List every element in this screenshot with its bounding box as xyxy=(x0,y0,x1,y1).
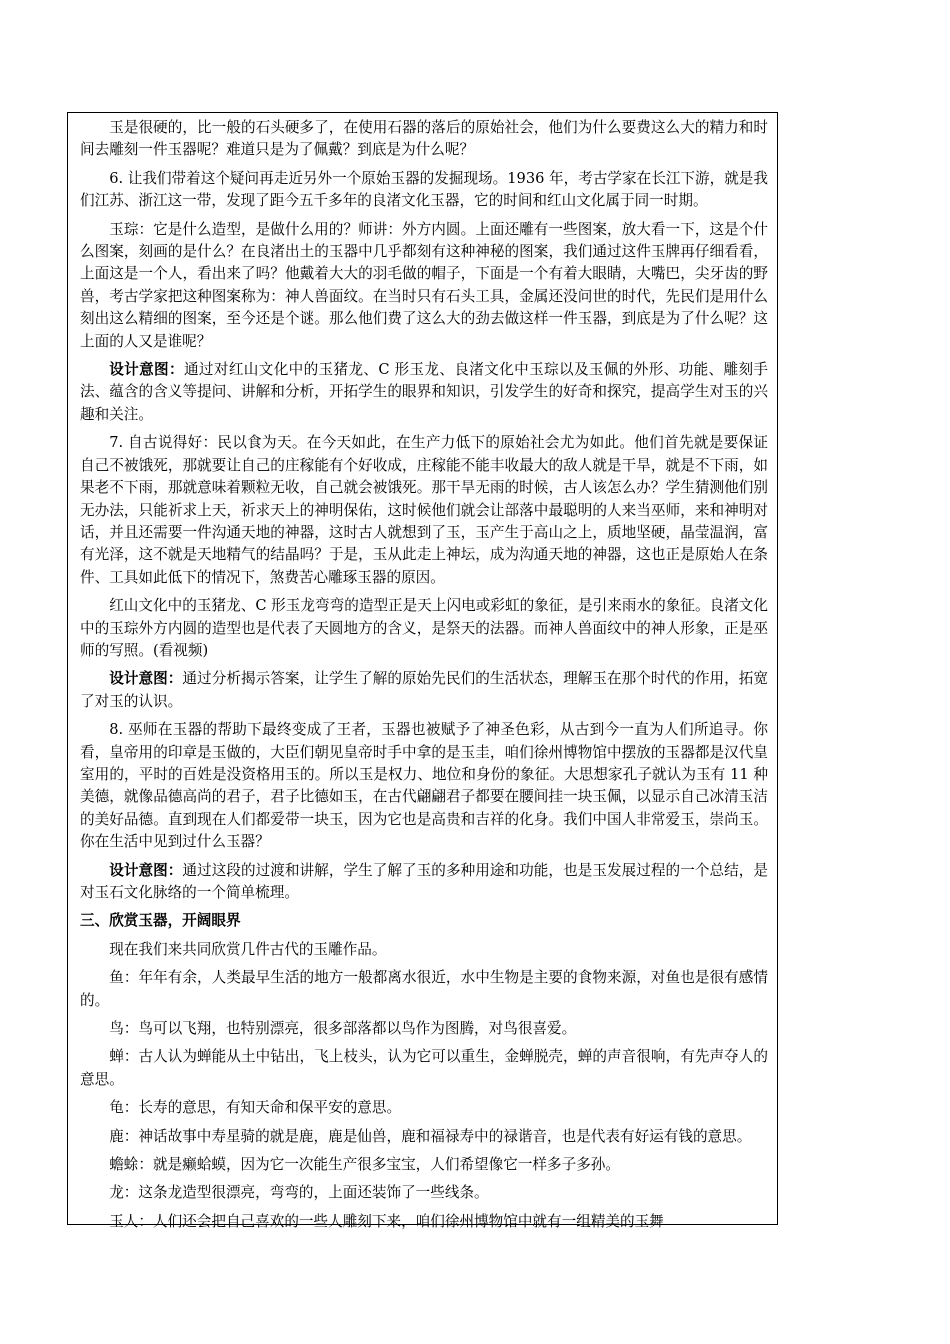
document-body xyxy=(80,117,768,1239)
design-intent-3 xyxy=(80,860,768,905)
paragraph-6-liangzhu: 6. 让我们带着这个疑问再走近另外一个原始玉器的发掘现场。1936 年，考古学家在长江下游，就是我们江苏、浙江这一带，发现了距今五千多年的良渚文化玉器，它的时间和红山文化属于同一时期。 xyxy=(80,169,768,210)
document-table-cell xyxy=(67,112,778,1230)
paragraph-appreciation-intro: 现在我们来共同欣赏几件古代的玉雕作品。 xyxy=(109,940,387,958)
design-intent-2 xyxy=(80,668,768,713)
paragraph-turtle: 龟：长寿的意思，有知天命和保平安的意思。 xyxy=(109,1099,402,1117)
paragraph-jade-hardness: 玉是很硬的，比一般的石头硬多了，在使用石器的落后的原始社会，他们为什么要费这么大的精力和时间去雕刻一件玉器呢？难道只是为了佩戴？到底是为什么呢？ xyxy=(80,119,768,159)
paragraph-bird: 鸟：鸟可以飞翔，也特别漂亮，很多部落都以鸟作为图腾，对鸟很喜爱。 xyxy=(109,1020,577,1038)
paragraph-toad: 蟾蜍：就是癞蛤蟆，因为它一次能生产很多宝宝，人们希望像它一样多子多孙。 xyxy=(109,1156,620,1174)
design-intent-label: 设计意图： xyxy=(109,670,183,688)
paragraph-8-shaman-king: 8. 巫师在玉器的帮助下最终变成了王者，玉器也被赋予了神圣色彩，从古到今一直为人们所追寻。你看，皇帝用的印章是玉做的，大臣们朝见皇帝时手中拿的是玉圭，咱们徐州博物馆中摆放的玉器都是汉代皇室用的，平时的百姓是没资格用玉的。所以玉是权力、地位和身份的象征。大思想家孔子就认为玉有 11 种美德，就像品德高尚的君子，君子比德如玉，在古代翩翩君子都要在腰间挂一块玉佩，以显示自己冰清玉洁的美好品德。直到现在人们都爱带一块玉，因为它也是高贵和吉祥的化身。我们中国人非常爱玉，崇尚玉。你在生活中见到过什么玉器？ xyxy=(80,721,768,851)
paragraph-dragon: 龙：这条龙造型很漂亮，弯弯的，上面还装饰了一些线条。 xyxy=(109,1184,489,1202)
paragraph-cicada: 蝉：古人认为蝉能从土中钻出，飞上枝头，认为它可以重生，金蝉脱壳，蝉的声音很响，有先声夺人的意思。 xyxy=(80,1048,768,1088)
paragraph-7-food: 7. 自古说得好：民以食为天。在今天如此，在生产力低下的原始社会尤为如此。他们首先就是要保证自己不被饿死，那就要让自己的庄稼能有个好收成，庄稼能不能丰收最大的敌人就是干旱，就是不下雨，如果老不下雨，那就意味着颗粒无收，自己就会被饿死。那干旱无雨的时候，古人该怎么办？学生猜测他们别无办法，只能祈求上天，祈求天上的神明保佑，这时候他们就会让部落中最聪明的人来当巫师，来和神明对话，并且还需要一件沟通天地的神器，这时古人就想到了玉，玉产生于高山之上，质地坚硬，晶莹温润，富有光泽，这不就是天地精气的结晶吗？于是，玉从此走上神坛，成为沟通天地的神器，这也正是原始人在条件、工具如此低下的情况下，煞费苦心雕琢玉器的原因。 xyxy=(80,434,768,586)
design-intent-text: 通过这段的过渡和讲解，学生了解了玉的多种用途和功能，也是玉发展过程的一个总结，是对玉石文化脉络的一个简单梳理。 xyxy=(80,861,768,901)
paragraph-hongshan-symbol: 红山文化中的玉猪龙、C 形玉龙弯弯的造型正是天上闪电或彩虹的象征，是引来雨水的象征。良渚文化中的玉琮外方内圆的造型也是代表了天圆地方的含义，是祭天的法器。而神人兽面纹中的神人形象，正是巫师的写照。(看视频) xyxy=(80,597,768,659)
paragraph-deer: 鹿：神话故事中寿星骑的就是鹿，鹿是仙兽，鹿和福禄寿中的禄谐音，也是代表有好运有钱的意思。 xyxy=(109,1127,752,1145)
design-intent-text: 通过对红山文化中的玉猪龙、C 形玉龙、良渚文化中玉琮以及玉佩的外形、功能、雕刻手法、蕴含的含义等提问、讲解和分析，开拓学生的眼界和知识，引发学生的好奇和探究，提高学生对玉的兴趣和关注。 xyxy=(80,361,768,423)
paragraph-fish: 鱼：年年有余，人类最早生活的地方一般都离水很近，水中生物是主要的食物来源，对鱼也是很有感情的。 xyxy=(80,969,768,1009)
design-intent-label: 设计意图： xyxy=(109,861,183,879)
design-intent-text: 通过分析揭示答案，让学生了解的原始先民们的生活状态，理解玉在那个时代的作用，拓宽了对玉的认识。 xyxy=(80,670,768,710)
section-heading: 三、欣赏玉器，开阔眼界 xyxy=(80,912,241,930)
design-intent-label: 设计意图： xyxy=(109,361,184,379)
paragraph-yucong: 玉琮：它是什么造型，是做什么用的？师讲：外方内圆。上面还雕有一些图案，放大看一下，这是个什么图案，刻画的是什么？在良渚出土的玉器中几乎都刻有这种神秘的图案，我们通过这件玉牌再仔细看看，上面这是一个人，看出来了吗？他戴着大大的羽毛做的帽子，下面是一个有着大眼睛，大嘴巴，尖牙齿的野兽，考古学家把这种图案称为：神人兽面纹。在当时只有石头工具，金属还没问世的时代，先民们是用什么刻出这么精细的图案，至今还是个谜。那么他们费了这么大的劲去做这样一件玉器，到底是为了什么呢？这上面的人又是谁呢？ xyxy=(80,220,768,350)
paragraph-jade-figure: 玉人：人们还会把自己喜欢的一些人雕刻下来，咱们徐州博物馆中就有一组精美的玉舞 xyxy=(109,1212,664,1230)
design-intent-1 xyxy=(80,359,768,426)
